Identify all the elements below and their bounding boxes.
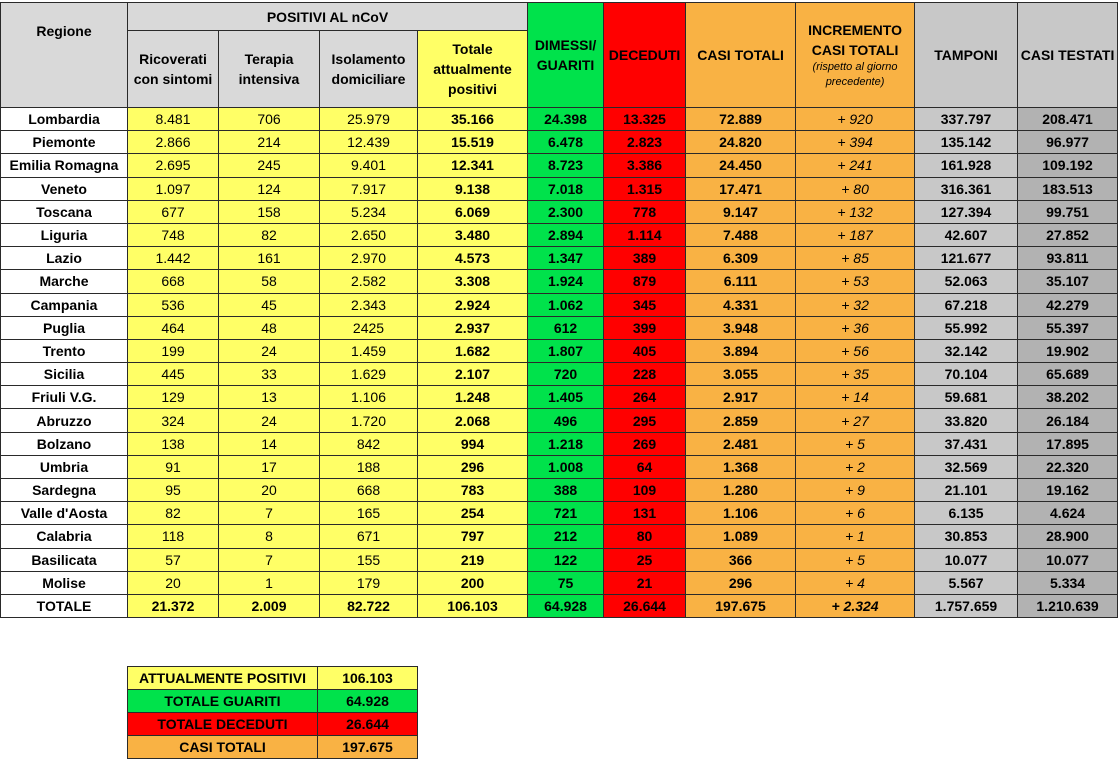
cell-testati: 109.192	[1018, 154, 1118, 177]
cell-positivi: 6.069	[418, 200, 528, 223]
cell-dimessi: 1.347	[528, 247, 604, 270]
cell-terapia: 124	[219, 177, 320, 200]
table-body	[1, 108, 1118, 618]
cell-incremento: + 920	[796, 108, 915, 131]
header-casi-testati: CASI TESTATI	[1018, 3, 1118, 108]
cell-deceduti: 1.114	[604, 223, 686, 246]
cell-ricoverati: 199	[128, 339, 219, 362]
header-terapia: Terapia intensiva	[219, 31, 320, 108]
cell-name: Abruzzo	[1, 409, 128, 432]
cell-positivi: 1.682	[418, 339, 528, 362]
cell-deceduti: 405	[604, 339, 686, 362]
table-row	[1, 293, 1118, 316]
cell-terapia: 214	[219, 131, 320, 154]
cell-ricoverati: 1.097	[128, 177, 219, 200]
cell-positivi: 200	[418, 571, 528, 594]
cell-testati: 65.689	[1018, 363, 1118, 386]
cell-incremento: + 4	[796, 571, 915, 594]
cell-positivi: 994	[418, 432, 528, 455]
header-incremento: INCREMENTO CASI TOTALI (rispetto al giorno precedente)	[796, 3, 915, 108]
cell-tamponi: 55.992	[915, 316, 1018, 339]
cell-deceduti: 21	[604, 571, 686, 594]
cell-testati: 26.184	[1018, 409, 1118, 432]
cell-dimessi: 388	[528, 479, 604, 502]
cell-tamponi: 67.218	[915, 293, 1018, 316]
cell-tamponi: 127.394	[915, 200, 1018, 223]
cell-ricoverati: 129	[128, 386, 219, 409]
cell-testati: 1.210.639	[1018, 594, 1118, 617]
cell-deceduti: 269	[604, 432, 686, 455]
summary-value: 197.675	[318, 736, 418, 759]
cell-dimessi: 1.062	[528, 293, 604, 316]
cell-testati: 38.202	[1018, 386, 1118, 409]
cell-incremento: + 6	[796, 502, 915, 525]
summary-row	[128, 690, 418, 713]
cell-casi: 1.368	[686, 455, 796, 478]
cell-name: Valle d'Aosta	[1, 502, 128, 525]
cell-tamponi: 37.431	[915, 432, 1018, 455]
cell-testati: 55.397	[1018, 316, 1118, 339]
cell-name: Lombardia	[1, 108, 128, 131]
cell-testati: 5.334	[1018, 571, 1118, 594]
cell-deceduti: 264	[604, 386, 686, 409]
cell-deceduti: 295	[604, 409, 686, 432]
cell-dimessi: 122	[528, 548, 604, 571]
cell-dimessi: 1.008	[528, 455, 604, 478]
table-row	[1, 177, 1118, 200]
cell-terapia: 58	[219, 270, 320, 293]
cell-ricoverati: 95	[128, 479, 219, 502]
cell-tamponi: 32.142	[915, 339, 1018, 362]
totals-row	[1, 594, 1118, 617]
table-row	[1, 363, 1118, 386]
cell-incremento: + 2.324	[796, 594, 915, 617]
header-tamponi: TAMPONI	[915, 3, 1018, 108]
cell-positivi: 3.308	[418, 270, 528, 293]
table-row	[1, 548, 1118, 571]
cell-isolamento: 842	[320, 432, 418, 455]
cell-deceduti: 778	[604, 200, 686, 223]
cell-name: Sicilia	[1, 363, 128, 386]
cell-name: Marche	[1, 270, 128, 293]
cell-deceduti: 399	[604, 316, 686, 339]
cell-testati: 4.624	[1018, 502, 1118, 525]
cell-casi: 24.450	[686, 154, 796, 177]
cell-incremento: + 9	[796, 479, 915, 502]
cell-dimessi: 1.807	[528, 339, 604, 362]
cell-ricoverati: 2.695	[128, 154, 219, 177]
cell-casi: 3.055	[686, 363, 796, 386]
cell-isolamento: 25.979	[320, 108, 418, 131]
cell-dimessi: 721	[528, 502, 604, 525]
cell-casi: 1.089	[686, 525, 796, 548]
table-row	[1, 270, 1118, 293]
header-deceduti: DECEDUTI	[604, 3, 686, 108]
cell-isolamento: 668	[320, 479, 418, 502]
cell-tamponi: 10.077	[915, 548, 1018, 571]
cell-ricoverati: 82	[128, 502, 219, 525]
cell-terapia: 24	[219, 409, 320, 432]
cell-isolamento: 5.234	[320, 200, 418, 223]
cell-incremento: + 187	[796, 223, 915, 246]
cell-casi: 2.917	[686, 386, 796, 409]
cell-dimessi: 1.405	[528, 386, 604, 409]
cell-testati: 208.471	[1018, 108, 1118, 131]
cell-ricoverati: 138	[128, 432, 219, 455]
cell-testati: 27.852	[1018, 223, 1118, 246]
cell-isolamento: 1.720	[320, 409, 418, 432]
cell-testati: 96.977	[1018, 131, 1118, 154]
cell-incremento: + 241	[796, 154, 915, 177]
cell-name: TOTALE	[1, 594, 128, 617]
cell-name: Trento	[1, 339, 128, 362]
cell-dimessi: 6.478	[528, 131, 604, 154]
cell-isolamento: 7.917	[320, 177, 418, 200]
cell-dimessi: 612	[528, 316, 604, 339]
covid-regional-table	[0, 2, 1118, 618]
cell-casi: 1.280	[686, 479, 796, 502]
cell-ricoverati: 668	[128, 270, 219, 293]
cell-isolamento: 82.722	[320, 594, 418, 617]
cell-incremento: + 36	[796, 316, 915, 339]
cell-positivi: 4.573	[418, 247, 528, 270]
cell-deceduti: 3.386	[604, 154, 686, 177]
summary-value: 26.644	[318, 713, 418, 736]
cell-positivi: 219	[418, 548, 528, 571]
cell-testati: 10.077	[1018, 548, 1118, 571]
header-isolamento: Isolamento domiciliare	[320, 31, 418, 108]
cell-tamponi: 32.569	[915, 455, 1018, 478]
cell-name: Molise	[1, 571, 128, 594]
cell-casi: 6.111	[686, 270, 796, 293]
table-row	[1, 571, 1118, 594]
header-totale-positivi: Totale attualmente positivi	[418, 31, 528, 108]
cell-terapia: 33	[219, 363, 320, 386]
cell-deceduti: 64	[604, 455, 686, 478]
cell-isolamento: 12.439	[320, 131, 418, 154]
cell-testati: 93.811	[1018, 247, 1118, 270]
cell-incremento: + 56	[796, 339, 915, 362]
cell-isolamento: 2.343	[320, 293, 418, 316]
cell-tamponi: 121.677	[915, 247, 1018, 270]
cell-name: Basilicata	[1, 548, 128, 571]
cell-deceduti: 228	[604, 363, 686, 386]
table-row	[1, 525, 1118, 548]
cell-deceduti: 1.315	[604, 177, 686, 200]
cell-name: Umbria	[1, 455, 128, 478]
cell-dimessi: 212	[528, 525, 604, 548]
cell-terapia: 20	[219, 479, 320, 502]
cell-tamponi: 30.853	[915, 525, 1018, 548]
cell-dimessi: 1.924	[528, 270, 604, 293]
summary-row	[128, 667, 418, 690]
cell-casi: 7.488	[686, 223, 796, 246]
cell-positivi: 106.103	[418, 594, 528, 617]
cell-positivi: 296	[418, 455, 528, 478]
cell-deceduti: 80	[604, 525, 686, 548]
cell-casi: 72.889	[686, 108, 796, 131]
cell-casi: 296	[686, 571, 796, 594]
cell-deceduti: 2.823	[604, 131, 686, 154]
cell-name: Emilia Romagna	[1, 154, 128, 177]
cell-terapia: 48	[219, 316, 320, 339]
table-row	[1, 108, 1118, 131]
cell-casi: 1.106	[686, 502, 796, 525]
cell-incremento: + 35	[796, 363, 915, 386]
cell-casi: 24.820	[686, 131, 796, 154]
cell-positivi: 2.937	[418, 316, 528, 339]
table-row	[1, 131, 1118, 154]
cell-isolamento: 2425	[320, 316, 418, 339]
cell-incremento: + 85	[796, 247, 915, 270]
cell-terapia: 8	[219, 525, 320, 548]
summary-label: CASI TOTALI	[128, 736, 318, 759]
cell-positivi: 254	[418, 502, 528, 525]
cell-incremento: + 53	[796, 270, 915, 293]
cell-positivi: 3.480	[418, 223, 528, 246]
cell-casi: 2.859	[686, 409, 796, 432]
cell-name: Friuli V.G.	[1, 386, 128, 409]
cell-tamponi: 52.063	[915, 270, 1018, 293]
cell-incremento: + 5	[796, 548, 915, 571]
table-row	[1, 223, 1118, 246]
cell-isolamento: 188	[320, 455, 418, 478]
cell-name: Piemonte	[1, 131, 128, 154]
cell-positivi: 2.924	[418, 293, 528, 316]
cell-terapia: 82	[219, 223, 320, 246]
cell-ricoverati: 324	[128, 409, 219, 432]
cell-incremento: + 132	[796, 200, 915, 223]
cell-dimessi: 720	[528, 363, 604, 386]
cell-incremento: + 80	[796, 177, 915, 200]
cell-terapia: 13	[219, 386, 320, 409]
cell-dimessi: 75	[528, 571, 604, 594]
cell-name: Campania	[1, 293, 128, 316]
header-casi-totali: CASI TOTALI	[686, 3, 796, 108]
cell-dimessi: 2.300	[528, 200, 604, 223]
cell-casi: 2.481	[686, 432, 796, 455]
cell-casi: 6.309	[686, 247, 796, 270]
cell-name: Veneto	[1, 177, 128, 200]
summary-table	[127, 666, 418, 759]
cell-casi: 3.948	[686, 316, 796, 339]
cell-incremento: + 1	[796, 525, 915, 548]
table-row	[1, 479, 1118, 502]
table-row	[1, 339, 1118, 362]
table-row	[1, 432, 1118, 455]
cell-tamponi: 6.135	[915, 502, 1018, 525]
summary-row	[128, 713, 418, 736]
table-row	[1, 200, 1118, 223]
cell-ricoverati: 20	[128, 571, 219, 594]
cell-terapia: 158	[219, 200, 320, 223]
cell-terapia: 706	[219, 108, 320, 131]
cell-deceduti: 25	[604, 548, 686, 571]
cell-name: Puglia	[1, 316, 128, 339]
table-row	[1, 409, 1118, 432]
cell-terapia: 7	[219, 502, 320, 525]
cell-ricoverati: 21.372	[128, 594, 219, 617]
cell-positivi: 1.248	[418, 386, 528, 409]
cell-name: Bolzano	[1, 432, 128, 455]
cell-isolamento: 2.582	[320, 270, 418, 293]
cell-ricoverati: 464	[128, 316, 219, 339]
cell-isolamento: 1.629	[320, 363, 418, 386]
cell-positivi: 2.068	[418, 409, 528, 432]
cell-ricoverati: 2.866	[128, 131, 219, 154]
cell-deceduti: 389	[604, 247, 686, 270]
cell-ricoverati: 536	[128, 293, 219, 316]
cell-terapia: 245	[219, 154, 320, 177]
cell-tamponi: 59.681	[915, 386, 1018, 409]
cell-testati: 22.320	[1018, 455, 1118, 478]
cell-name: Toscana	[1, 200, 128, 223]
cell-tamponi: 337.797	[915, 108, 1018, 131]
header-positivi-group: POSITIVI AL nCoV	[128, 3, 528, 31]
cell-positivi: 15.519	[418, 131, 528, 154]
cell-testati: 35.107	[1018, 270, 1118, 293]
cell-name: Calabria	[1, 525, 128, 548]
cell-positivi: 12.341	[418, 154, 528, 177]
cell-testati: 99.751	[1018, 200, 1118, 223]
summary-row	[128, 736, 418, 759]
cell-terapia: 7	[219, 548, 320, 571]
cell-casi: 17.471	[686, 177, 796, 200]
cell-incremento: + 2	[796, 455, 915, 478]
table-row	[1, 455, 1118, 478]
cell-incremento: + 5	[796, 432, 915, 455]
cell-incremento: + 32	[796, 293, 915, 316]
cell-deceduti: 879	[604, 270, 686, 293]
cell-ricoverati: 1.442	[128, 247, 219, 270]
cell-ricoverati: 677	[128, 200, 219, 223]
table-row	[1, 247, 1118, 270]
cell-casi: 3.894	[686, 339, 796, 362]
cell-casi: 366	[686, 548, 796, 571]
cell-testati: 28.900	[1018, 525, 1118, 548]
cell-ricoverati: 57	[128, 548, 219, 571]
cell-tamponi: 161.928	[915, 154, 1018, 177]
summary-label: ATTUALMENTE POSITIVI	[128, 667, 318, 690]
cell-dimessi: 7.018	[528, 177, 604, 200]
cell-dimessi: 8.723	[528, 154, 604, 177]
header-ricoverati: Ricoverati con sintomi	[128, 31, 219, 108]
cell-tamponi: 316.361	[915, 177, 1018, 200]
table-row	[1, 386, 1118, 409]
cell-isolamento: 1.459	[320, 339, 418, 362]
cell-isolamento: 179	[320, 571, 418, 594]
cell-terapia: 1	[219, 571, 320, 594]
cell-testati: 183.513	[1018, 177, 1118, 200]
cell-name: Lazio	[1, 247, 128, 270]
cell-isolamento: 2.650	[320, 223, 418, 246]
cell-tamponi: 70.104	[915, 363, 1018, 386]
cell-tamponi: 1.757.659	[915, 594, 1018, 617]
cell-deceduti: 109	[604, 479, 686, 502]
summary-value: 106.103	[318, 667, 418, 690]
cell-positivi: 2.107	[418, 363, 528, 386]
cell-isolamento: 671	[320, 525, 418, 548]
cell-terapia: 2.009	[219, 594, 320, 617]
cell-deceduti: 131	[604, 502, 686, 525]
cell-ricoverati: 118	[128, 525, 219, 548]
cell-casi: 4.331	[686, 293, 796, 316]
cell-incremento: + 14	[796, 386, 915, 409]
cell-positivi: 783	[418, 479, 528, 502]
cell-tamponi: 21.101	[915, 479, 1018, 502]
cell-tamponi: 42.607	[915, 223, 1018, 246]
cell-terapia: 17	[219, 455, 320, 478]
cell-incremento: + 394	[796, 131, 915, 154]
cell-deceduti: 13.325	[604, 108, 686, 131]
summary-value: 64.928	[318, 690, 418, 713]
table-row	[1, 154, 1118, 177]
summary-label: TOTALE DECEDUTI	[128, 713, 318, 736]
cell-positivi: 9.138	[418, 177, 528, 200]
cell-isolamento: 1.106	[320, 386, 418, 409]
cell-testati: 17.895	[1018, 432, 1118, 455]
cell-testati: 19.162	[1018, 479, 1118, 502]
cell-name: Sardegna	[1, 479, 128, 502]
cell-incremento: + 27	[796, 409, 915, 432]
summary-label: TOTALE GUARITI	[128, 690, 318, 713]
cell-deceduti: 26.644	[604, 594, 686, 617]
cell-testati: 42.279	[1018, 293, 1118, 316]
cell-casi: 197.675	[686, 594, 796, 617]
cell-casi: 9.147	[686, 200, 796, 223]
cell-name: Liguria	[1, 223, 128, 246]
cell-ricoverati: 445	[128, 363, 219, 386]
cell-isolamento: 155	[320, 548, 418, 571]
cell-ricoverati: 8.481	[128, 108, 219, 131]
cell-ricoverati: 91	[128, 455, 219, 478]
cell-dimessi: 64.928	[528, 594, 604, 617]
cell-tamponi: 5.567	[915, 571, 1018, 594]
cell-ricoverati: 748	[128, 223, 219, 246]
cell-tamponi: 33.820	[915, 409, 1018, 432]
cell-dimessi: 1.218	[528, 432, 604, 455]
cell-deceduti: 345	[604, 293, 686, 316]
cell-dimessi: 496	[528, 409, 604, 432]
cell-dimessi: 2.894	[528, 223, 604, 246]
cell-isolamento: 9.401	[320, 154, 418, 177]
header-dimessi: DIMESSI/ GUARITI	[528, 3, 604, 108]
cell-testati: 19.902	[1018, 339, 1118, 362]
cell-tamponi: 135.142	[915, 131, 1018, 154]
cell-isolamento: 165	[320, 502, 418, 525]
cell-positivi: 797	[418, 525, 528, 548]
cell-isolamento: 2.970	[320, 247, 418, 270]
table-row	[1, 316, 1118, 339]
cell-terapia: 14	[219, 432, 320, 455]
cell-terapia: 161	[219, 247, 320, 270]
cell-positivi: 35.166	[418, 108, 528, 131]
table-row	[1, 502, 1118, 525]
cell-dimessi: 24.398	[528, 108, 604, 131]
cell-terapia: 24	[219, 339, 320, 362]
cell-terapia: 45	[219, 293, 320, 316]
header-region: Regione	[1, 3, 128, 108]
